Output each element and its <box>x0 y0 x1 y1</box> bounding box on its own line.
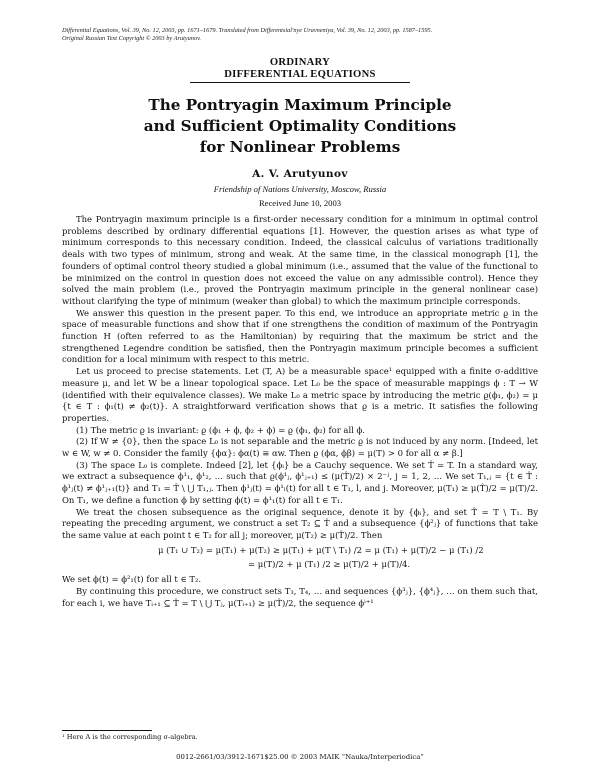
author-name: A. V. Arutyunov <box>252 168 348 180</box>
journal-section-line1: ORDINARY <box>269 57 331 68</box>
footnote: ¹ Here A is the corresponding σ-algebra. <box>62 733 198 741</box>
author-affiliation: Friendship of Nations University, Moscow, Russia <box>213 184 387 194</box>
article-title <box>0 95 600 158</box>
section-rule <box>190 82 410 83</box>
journal-section-line2: DIFFERENTIAL EQUATIONS <box>224 69 376 80</box>
paragraph: (2) If W ≠ {0}, then the space L₀ is not separable and the metric ϱ is not induced by any norm. [Indeed, let w ∈ W, w ≠ 0. Consider the family {ϕα}: ϕα(t) ≡ αw. Then ϱ (ϕα, ϕβ) = μ(T) > 0 for all α ≠ β.] <box>62 436 538 459</box>
paragraph: By continuing this procedure, we construct sets T₃, T₄, … and sequences {ϕ³ⱼ}, {ϕ⁴ⱼ}, … on them such that, for each i, we have Tᵢ₊₁ ⊆ T̂ = T \ ⋃ Tⱼ, μ(Tᵢ₊₁) ≥ μ(T̂)/2, the sequence ϕⁱ⁺¹ <box>62 585 538 608</box>
title-line: The Pontryagin Maximum Principle <box>148 96 452 114</box>
equation-line: μ (T₁ ∪ T₂) = μ(T₁) + μ(T₂) ≥ μ(T₁) + μ(T \ T₁) /2 = μ (T₁) + μ(T)/2 − μ (T₁) /2 <box>158 544 484 555</box>
title-line: for Nonlinear Problems <box>199 138 401 156</box>
paragraph: The Pontryagin maximum principle is a first-order necessary condition for a minimum in optimal control problems described by ordinary differential equations [1]. However, the question arises as what type of minimum corresponds to this necessary condition. Indeed, the classical calculus of variations traditionally deals with two types of minimum, strong and weak. At the same time, in the classical monograph [1], the founders of optimal control theory studied a global minimum (i.e., assumed that the value of the functional to be minimized on the control in question does not exceed the value on any admissible control). Hence they solved the main problem (i.e., proved the Pontryagin maximum principle in the general nonlinear case) without clarifying the type of minimum (weaker than global) to which the maximum principle corresponds. <box>62 214 538 306</box>
paragraph: We answer this question in the present paper. To this end, we introduce an appropriate metric ϱ in the space of measurable functions and show that if one strengthens the condition of maximum of the Pontryagin function H (often referred to as the Hamiltonian) by requiring that the maximum be strict and the strengthened Legendre condition be satisfied, then the Pontryagin maximum principle becomes a sufficient condition for a local minimum with respect to this metric. <box>62 307 538 365</box>
footnote-rule <box>62 730 152 731</box>
received-date: Received June 10, 2003 <box>258 198 342 208</box>
paragraph: We set ϕ(t) = ϕ²₁(t) for all t ∈ T₂. <box>62 574 202 585</box>
paragraph: Let us proceed to precise statements. Let (T, A) be a measurable space¹ equipped with a finite σ-additive measure μ, and let W be a linear topological space. Let L₀ be the space of measurable mappings ϕ : T → W (identified with their equivalence classes). We make L₀ a metric space by introducing the metric ϱ(ϕ₁, ϕ₂) = μ {t ∈ T : ϕ₁(t) ≠ ϕ₂(t)}. A straightforward verification shows that ϱ is a metric. It satisfies the following properties. <box>62 366 538 423</box>
equation-line: = μ(T)/2 + μ (T₁) /2 ≥ μ(T)/2 + μ(T)/4. <box>248 559 411 570</box>
paragraph: (3) The space L₀ is complete. Indeed [2], let {ϕᵢ} be a Cauchy sequence. We set T̂ = T. In a standard way, we extract a subsequence ϕ¹₁, ϕ¹₂, … such that ϱ(ϕ¹ⱼ, ϕ¹ⱼ₊₁) ≤ (μ(T̂)/2) × 2⁻ʲ, j = 1, 2, … We set T₁,ⱼ = {t ∈ T̂ : ϕ¹ⱼ(t) ≠ ϕ¹ⱼ₊₁(t)} and T₁ = T̂ \ ⋃ T₁,ⱼ. Then ϕ¹ⱼ(t) = ϕ¹ₗ(t) for all t ∈ T₁, l, and j. Moreover, μ(T₁) ≥ μ(T̂)/2 = μ(T)/2. On T₁, we define a function ϕ by setting ϕ(t) = ϕ¹₁(t) for all t ∈ T₁. <box>62 459 538 505</box>
article-body <box>62 214 538 609</box>
paragraph: (1) The metric ϱ is invariant: ϱ (ϕ₁ + ϕ, ϕ₂ + ϕ) = ϱ (ϕ₁, ϕ₂) for all ϕ. <box>76 424 365 435</box>
title-line: and Sufficient Optimality Conditions <box>143 117 457 135</box>
paragraph: We treat the chosen subsequence as the original sequence, denote it by {ϕᵢ}, and set T̂ = T \ T₁. By repeating the preceding argument, we construct a set T₂ ⊆ T̂ and a subsequence {ϕ²ⱼ} of functions that take the same value at each point t ∈ T₂ for all j; moreover, μ(T₂) ≥ μ(T̂)/2. Then <box>62 506 538 540</box>
copyright-footer: 0012-2661/03/3912-1671$25.00 © 2003 MAIK “Nauka/Interperiodica” <box>176 753 424 761</box>
citation-line: Differential Equations, Vol. 39, No. 12, 2003, pp. 1671–1679. Translated from Differentsial'nye Uravneniya, Vol. 39, No. 12, 2003, pp. 1587–1595. <box>62 27 433 34</box>
copyright-line: Original Russian Text Copyright © 2003 by Arutyunov. <box>62 35 201 42</box>
